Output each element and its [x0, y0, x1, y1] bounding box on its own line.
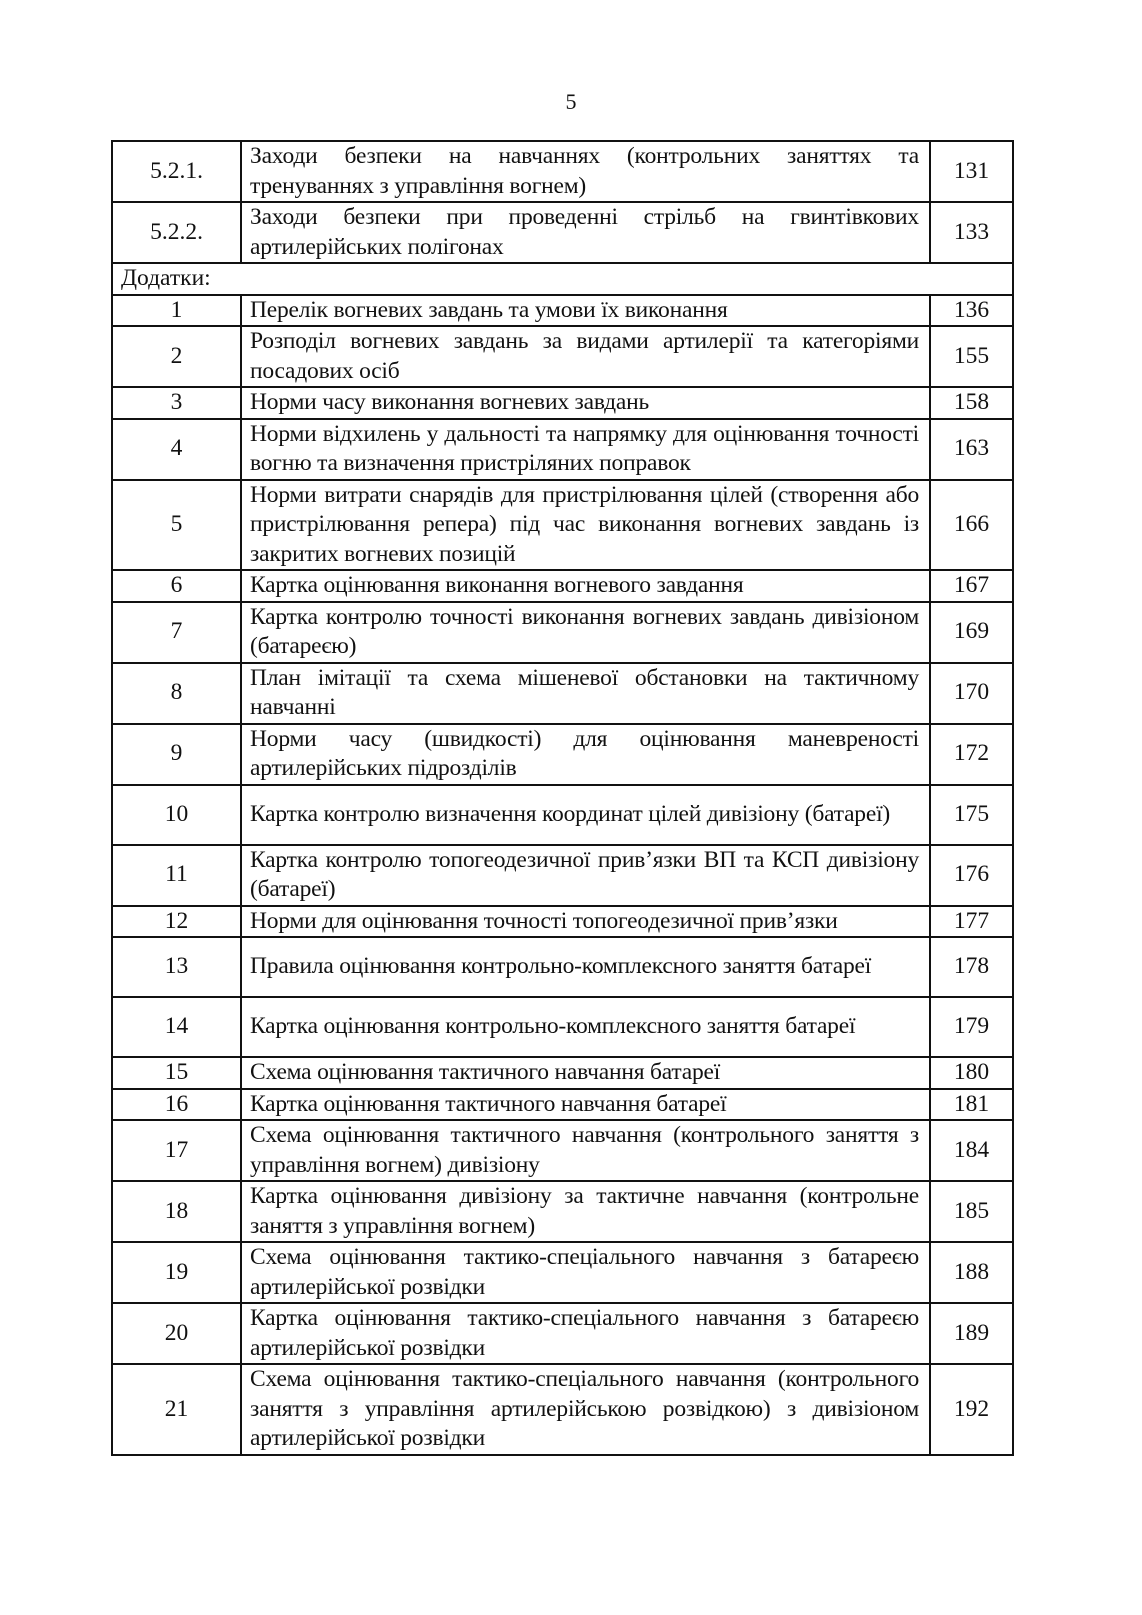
appendix-page: 169	[930, 602, 1013, 663]
toc-row-appendix	[112, 724, 1013, 785]
toc-row-appendix	[112, 1120, 1013, 1181]
section-page: 131	[930, 141, 1013, 202]
appendix-page: 172	[930, 724, 1013, 785]
toc-row-appendix	[112, 387, 1013, 419]
toc-row-appendix	[112, 906, 1013, 938]
appendix-title[interactable]: Картка оцінювання тактико-спеціального навчання з батареєю артилерійської розвідки	[241, 1303, 930, 1364]
appendix-number: 10	[112, 785, 241, 845]
toc-row-appendix	[112, 1242, 1013, 1303]
appendix-title[interactable]: Картка контролю визначення координат цілей дивізіону (батареї)	[241, 785, 930, 845]
appendix-number: 2	[112, 326, 241, 387]
appendix-title[interactable]: Розподіл вогневих завдань за видами артилерії та категоріями посадових осіб	[241, 326, 930, 387]
appendix-page: 175	[930, 785, 1013, 845]
appendix-number: 15	[112, 1057, 241, 1089]
appendix-number: 1	[112, 295, 241, 327]
appendix-title[interactable]: План імітації та схема мішеневої обстановки на тактичному навчанні	[241, 663, 930, 724]
section-number: 5.2.1.	[112, 141, 241, 202]
toc-row-appendix	[112, 419, 1013, 480]
appendix-title[interactable]: Картка контролю точності виконання вогневих завдань дивізіоном (батареєю)	[241, 602, 930, 663]
appendix-number: 5	[112, 480, 241, 571]
appendix-title[interactable]: Картка оцінювання дивізіону за тактичне навчання (контрольне заняття з управління вогнем)	[241, 1181, 930, 1242]
appendix-page: 177	[930, 906, 1013, 938]
table-of-contents	[111, 140, 1014, 1456]
toc-row-appendix	[112, 295, 1013, 327]
appendix-title[interactable]: Картка контролю топогеодезичної прив’язки ВП та КСП дивізіону (батареї)	[241, 845, 930, 906]
appendix-title[interactable]: Схема оцінювання тактичного навчання батареї	[241, 1057, 930, 1089]
appendix-number: 16	[112, 1089, 241, 1121]
toc-row-appendix	[112, 570, 1013, 602]
appendix-title[interactable]: Норми відхилень у дальності та напрямку для оцінювання точності вогню та визначення пристріляних поправок	[241, 419, 930, 480]
toc-row-appendix	[112, 663, 1013, 724]
appendix-page: 166	[930, 480, 1013, 571]
appendix-number: 12	[112, 906, 241, 938]
toc-row-appendix	[112, 845, 1013, 906]
section-title[interactable]: Заходи безпеки при проведенні стрільб на гвинтівкових артилерійських полігонах	[241, 202, 930, 263]
appendix-page: 192	[930, 1364, 1013, 1455]
appendix-page: 176	[930, 845, 1013, 906]
appendix-title[interactable]: Картка оцінювання тактичного навчання батареї	[241, 1089, 930, 1121]
appendix-page: 136	[930, 295, 1013, 327]
appendix-title[interactable]: Норми для оцінювання точності топогеодезичної прив’язки	[241, 906, 930, 938]
section-page: 133	[930, 202, 1013, 263]
appendix-page: 184	[930, 1120, 1013, 1181]
appendix-number: 20	[112, 1303, 241, 1364]
appendix-title[interactable]: Схема оцінювання тактико-спеціального навчання з батареєю артилерійської розвідки	[241, 1242, 930, 1303]
toc-row-appendix	[112, 997, 1013, 1057]
appendix-number: 9	[112, 724, 241, 785]
appendix-page: 158	[930, 387, 1013, 419]
appendix-title[interactable]: Норми витрати снарядів для пристрілювання цілей (створення або пристрілювання репера) під час виконання вогневих завдань із закритих вогневих позицій	[241, 480, 930, 571]
appendix-number: 7	[112, 602, 241, 663]
appendix-page: 188	[930, 1242, 1013, 1303]
toc-row-appendix	[112, 1181, 1013, 1242]
appendix-title[interactable]: Схема оцінювання тактичного навчання (контрольного заняття з управління вогнем) дивізіону	[241, 1120, 930, 1181]
appendix-number: 6	[112, 570, 241, 602]
appendix-page: 163	[930, 419, 1013, 480]
appendix-page: 181	[930, 1089, 1013, 1121]
toc-body	[112, 141, 1013, 1455]
appendix-title[interactable]: Схема оцінювання тактико-спеціального навчання (контрольного заняття з управління артилерійською розвідкою) з дивізіоном артилерійської розвідки	[241, 1364, 930, 1455]
appendix-number: 3	[112, 387, 241, 419]
toc-row-section	[112, 202, 1013, 263]
appendix-number: 11	[112, 845, 241, 906]
appendix-number: 18	[112, 1181, 241, 1242]
toc-row-appendix	[112, 1089, 1013, 1121]
appendix-label: Додатки:	[112, 263, 1013, 295]
appendix-number: 21	[112, 1364, 241, 1455]
appendix-page: 179	[930, 997, 1013, 1057]
section-number: 5.2.2.	[112, 202, 241, 263]
appendix-number: 19	[112, 1242, 241, 1303]
appendix-number: 4	[112, 419, 241, 480]
appendix-title[interactable]: Картка оцінювання контрольно-комплексного заняття батареї	[241, 997, 930, 1057]
appendix-page: 178	[930, 937, 1013, 997]
appendix-page: 167	[930, 570, 1013, 602]
appendix-number: 14	[112, 997, 241, 1057]
page-number: 5	[565, 89, 577, 114]
appendix-page: 155	[930, 326, 1013, 387]
toc-row-appendix	[112, 1364, 1013, 1455]
appendix-page: 180	[930, 1057, 1013, 1089]
appendix-page: 170	[930, 663, 1013, 724]
toc-row-appendix	[112, 785, 1013, 845]
appendix-title[interactable]: Норми часу (швидкості) для оцінювання маневреності артилерійських підрозділів	[241, 724, 930, 785]
appendix-title[interactable]: Перелік вогневих завдань та умови їх виконання	[241, 295, 930, 327]
toc-row-appendix	[112, 937, 1013, 997]
appendix-number: 13	[112, 937, 241, 997]
appendix-number: 8	[112, 663, 241, 724]
section-title[interactable]: Заходи безпеки на навчаннях (контрольних заняттях та тренуваннях з управління вогнем)	[241, 141, 930, 202]
appendix-page: 185	[930, 1181, 1013, 1242]
toc-row-appendix	[112, 602, 1013, 663]
toc-row-section	[112, 141, 1013, 202]
toc-row-appendix	[112, 480, 1013, 571]
appendix-header-row	[112, 263, 1013, 295]
appendix-title[interactable]: Картка оцінювання виконання вогневого завдання	[241, 570, 930, 602]
appendix-title[interactable]: Правила оцінювання контрольно-комплексного заняття батареї	[241, 937, 930, 997]
appendix-number: 17	[112, 1120, 241, 1181]
toc-row-appendix	[112, 326, 1013, 387]
toc-row-appendix	[112, 1057, 1013, 1089]
toc-row-appendix	[112, 1303, 1013, 1364]
appendix-page: 189	[930, 1303, 1013, 1364]
appendix-title[interactable]: Норми часу виконання вогневих завдань	[241, 387, 930, 419]
